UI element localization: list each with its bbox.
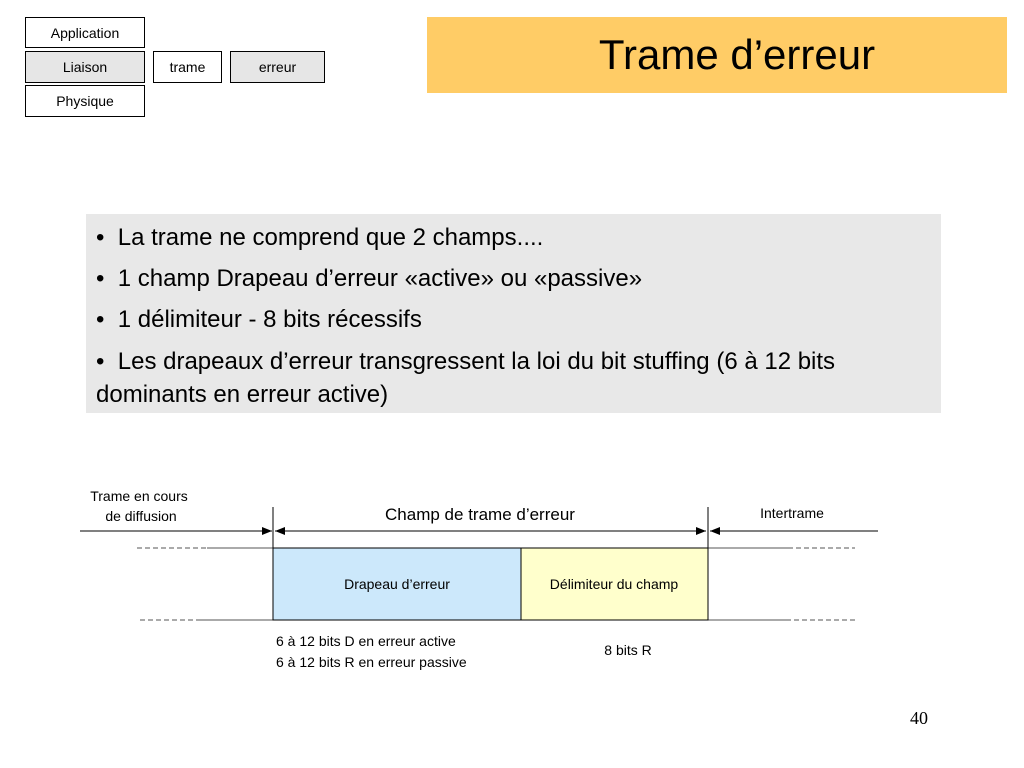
layer-application[interactable]: Application: [25, 17, 145, 48]
delimiter-field-label: Délimiteur du champ: [549, 576, 679, 592]
bullet-marker: •: [96, 306, 105, 333]
current-frame-label: Trame en cours: [90, 488, 188, 504]
layer-liaison[interactable]: Liaison: [25, 51, 145, 83]
bullet-marker: •: [96, 348, 105, 375]
bullet-marker: •: [96, 265, 105, 292]
sublayer-erreur[interactable]: erreur: [230, 51, 325, 83]
delimiter-note: 8 bits R: [604, 642, 652, 658]
flag-note-passive: 6 à 12 bits R en erreur passive: [276, 654, 467, 670]
bullet-text: 1 champ Drapeau d’erreur «active» ou «passive»: [117, 265, 643, 292]
bullet-text: Les drapeaux d’erreur transgressent la loi du bit stuffing (6 à 12 bits dominants en erreur active): [96, 348, 836, 408]
bullet-marker: •: [96, 224, 105, 251]
sublayer-trame[interactable]: trame: [153, 51, 222, 83]
error-field-label: Champ de trame d’erreur: [385, 505, 575, 524]
flag-field-label: Drapeau d’erreur: [344, 576, 450, 592]
current-frame-label-2: de diffusion: [105, 508, 177, 524]
interframe-label: Intertrame: [760, 505, 824, 521]
bullet-text: La trame ne comprend que 2 champs....: [117, 224, 544, 251]
flag-note-active: 6 à 12 bits D en erreur active: [276, 633, 456, 649]
bullet-text: 1 délimiteur - 8 bits récessifs: [117, 306, 422, 333]
layer-physique[interactable]: Physique: [25, 85, 145, 117]
page-number: 40: [910, 708, 928, 728]
page-title: Trame d’erreur: [598, 31, 876, 78]
